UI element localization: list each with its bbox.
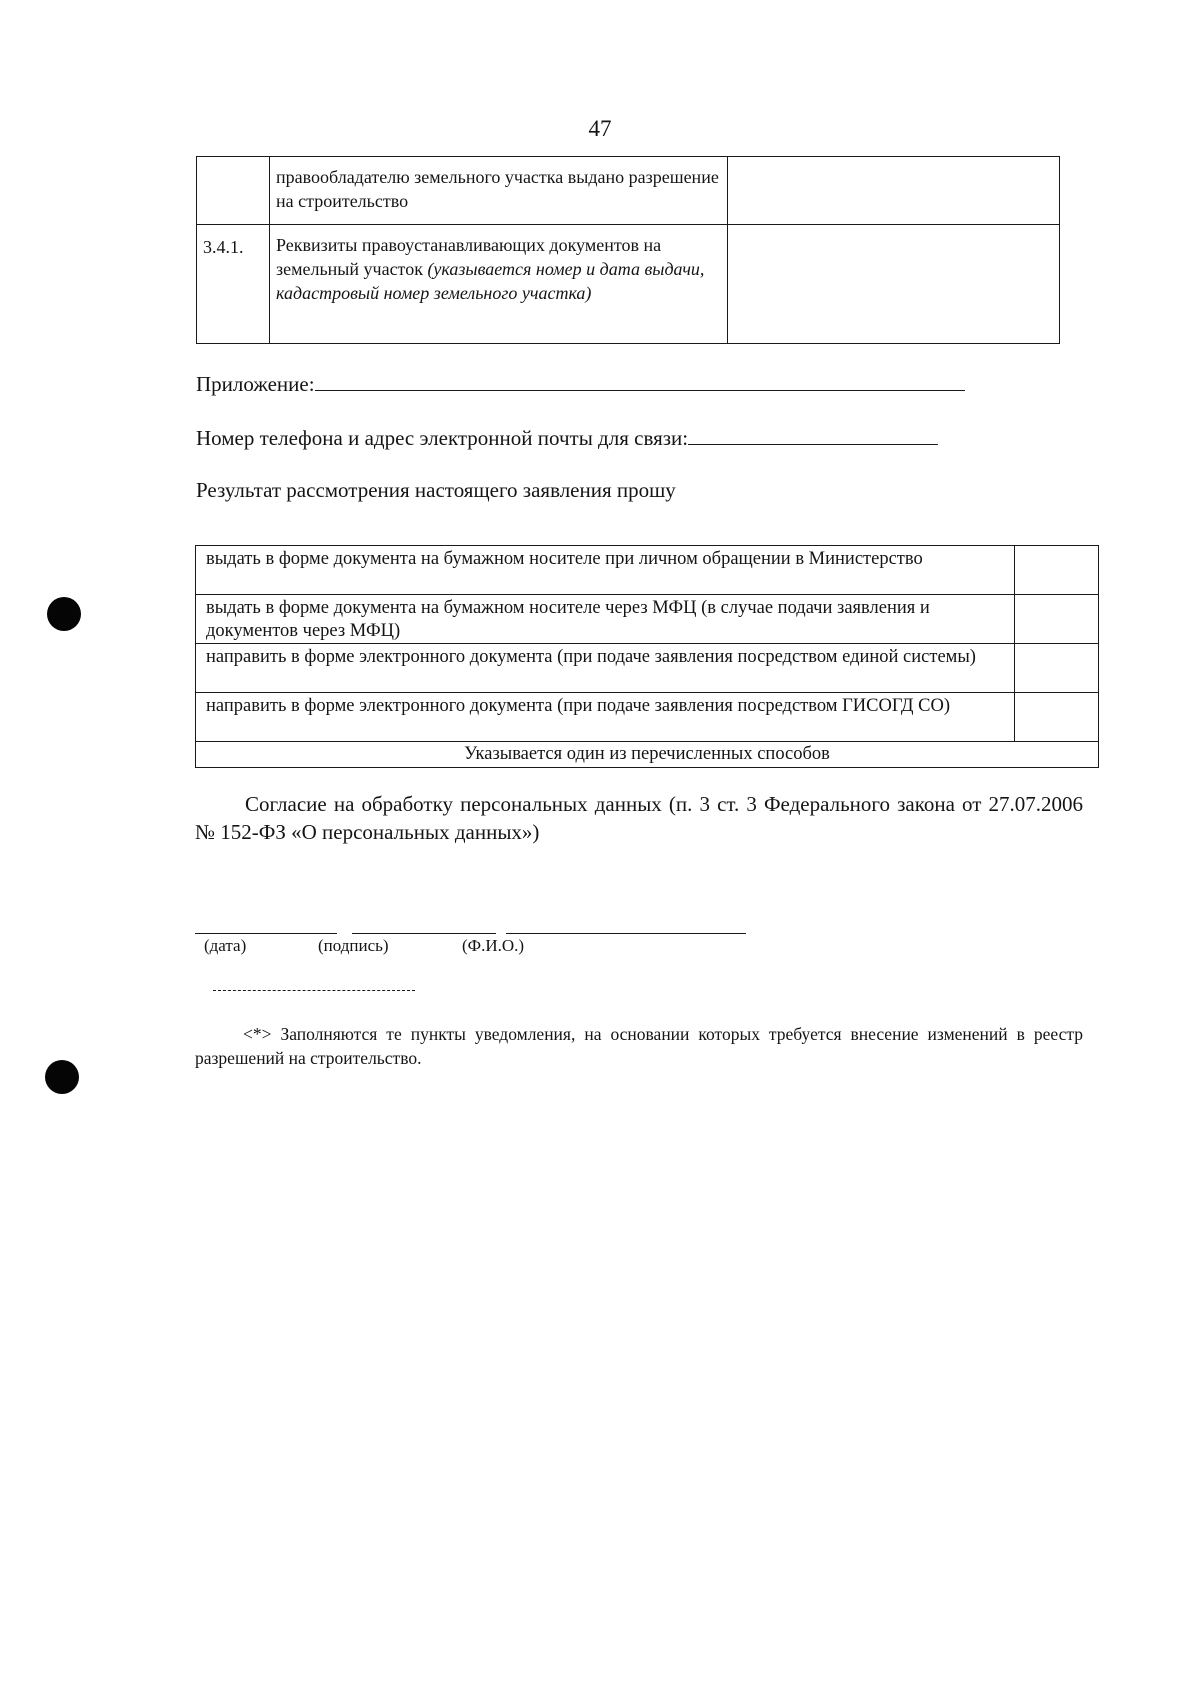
row-text: [270, 225, 728, 344]
contacts-label: Номер телефона и адрес электронной почты для связи:: [196, 426, 689, 450]
contacts-input-line[interactable]: [688, 424, 938, 445]
row-text-label: правообладателю земельного участка выдано разрешение на строительство: [276, 167, 719, 211]
page-number: 47: [588, 116, 612, 141]
method-row: [196, 644, 1099, 693]
method-row: [196, 693, 1099, 742]
date-label: (дата): [204, 936, 247, 955]
method-checkbox[interactable]: [1014, 595, 1098, 644]
signature-label: (подпись): [318, 936, 389, 955]
attachment-input-line[interactable]: [315, 370, 965, 391]
method-option: выдать в форме документа на бумажном носителе при личном обращении в Министерство: [196, 546, 1015, 595]
method-row: [196, 546, 1099, 595]
method-checkbox[interactable]: [1014, 644, 1098, 693]
method-note-row: [196, 742, 1099, 768]
method-checkbox[interactable]: [1014, 693, 1098, 742]
table-row: [197, 225, 1060, 344]
row-number: 3.4.1.: [197, 225, 270, 344]
table-row: [197, 157, 1060, 225]
result-label: Результат рассмотрения настоящего заявления прошу: [196, 478, 676, 502]
punch-hole-bottom: [45, 1060, 79, 1094]
method-option: направить в форме электронного документа (при подаче заявления посредством ГИСОГД СО): [196, 693, 1015, 742]
row-number: [197, 157, 270, 225]
row-text-label: Реквизиты правоустанавливающих документов на земельный участок: [276, 235, 662, 279]
row-text-note: (указывается номер и дата выдачи, кадастровый номер земельного участка): [276, 259, 705, 303]
consent-text: Согласие на обработку персональных данных (п. 3 ст. 3 Федерального закона от 27.07.2006 № 152-ФЗ «О персональных данных»): [195, 792, 1083, 844]
row-value-cell[interactable]: [728, 225, 1060, 344]
date-line[interactable]: [195, 932, 337, 934]
attachment-label: Приложение:: [196, 372, 315, 396]
footnote-separator: [213, 990, 415, 991]
row-value-cell[interactable]: [728, 157, 1060, 225]
row-text: [270, 157, 728, 225]
method-option: направить в форме электронного документа (при подаче заявления посредством единой системы): [196, 644, 1015, 693]
attachment-field: [196, 370, 965, 397]
name-label: (Ф.И.О.): [462, 936, 525, 955]
requisites-table: [196, 156, 1060, 344]
method-note: Указывается один из перечисленных способов: [196, 742, 1099, 768]
punch-hole-top: [47, 597, 81, 631]
signature-line[interactable]: [352, 932, 496, 934]
method-option: выдать в форме документа на бумажном носителе через МФЦ (в случае подачи заявления и документов через МФЦ): [196, 595, 1015, 644]
footnote-text: <*> Заполняются те пункты уведомления, на основании которых требуется внесение изменений в реестр разрешений на строительство.: [195, 1024, 1083, 1068]
method-row: [196, 595, 1099, 644]
delivery-methods-table: [195, 545, 1099, 768]
contacts-field: [196, 424, 938, 451]
method-checkbox[interactable]: [1014, 546, 1098, 595]
name-line[interactable]: [506, 932, 746, 934]
